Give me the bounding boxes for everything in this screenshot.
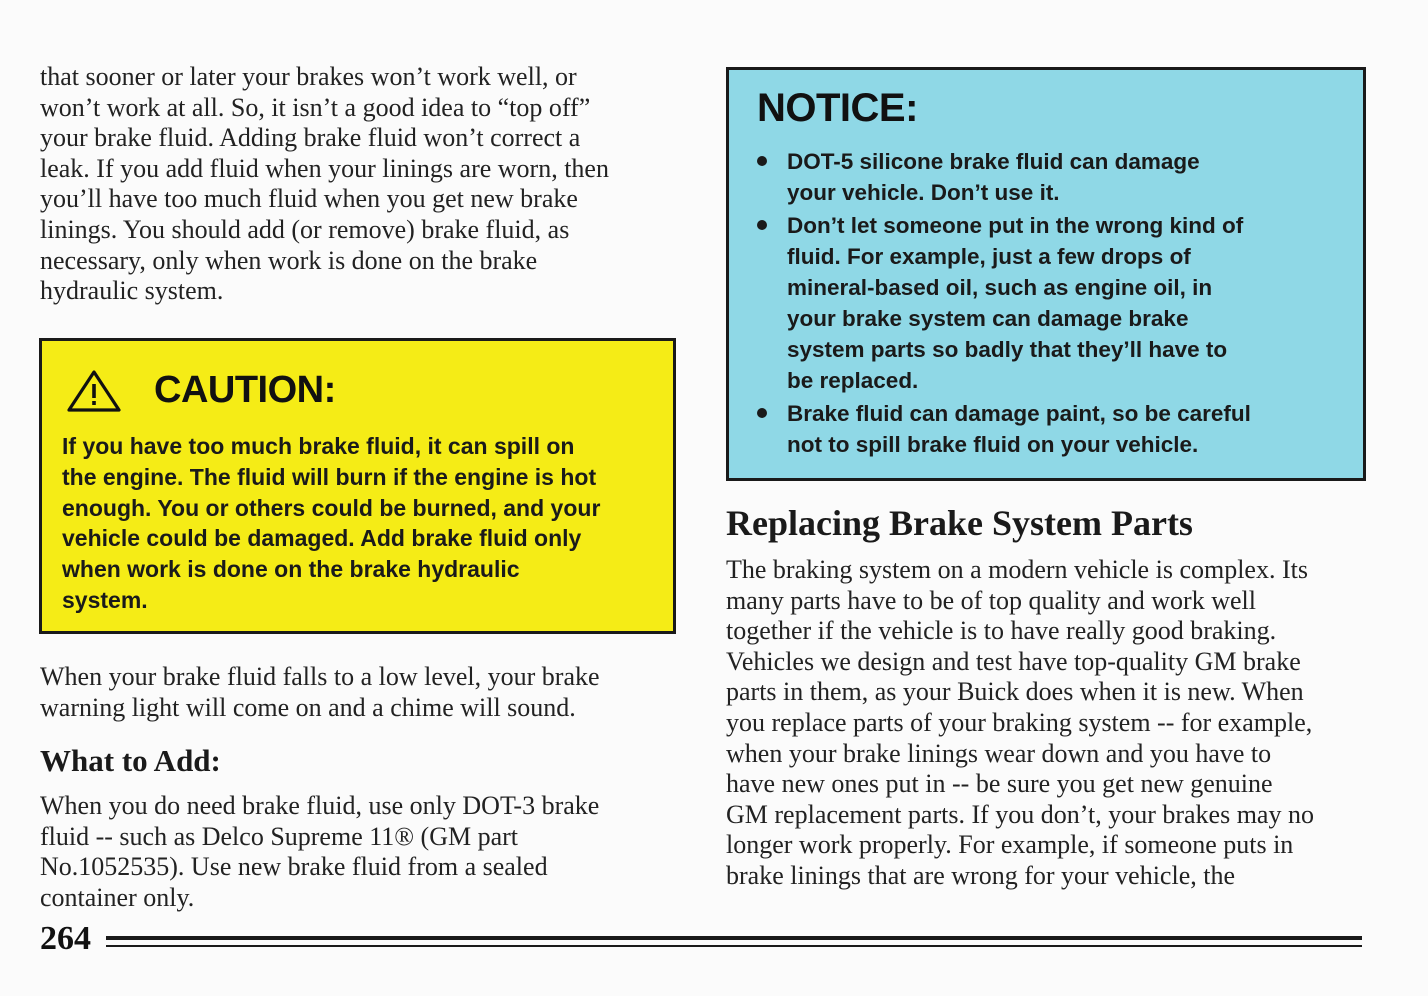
text-line: When your brake fluid falls to a low level, your brake [40, 662, 600, 691]
text-line: mineral-based oil, such as engine oil, in [787, 275, 1213, 300]
text-line: you replace parts of your braking system -- for example, [726, 707, 1313, 737]
text-line: Don’t let someone put in the wrong kind of [787, 213, 1244, 238]
text-line: that sooner or later your brakes won’t work well, or [40, 62, 577, 91]
text-line: your brake fluid. Adding brake fluid won’t correct a [40, 123, 581, 153]
bullet-icon [757, 408, 767, 418]
text-line: warning light will come on and a chime will sound. [40, 692, 576, 722]
text-line: system parts so badly that they’ll have to [787, 337, 1228, 362]
text-line: If you have too much brake fluid, it can spill on [62, 433, 575, 459]
text-line: parts in them, as your Buick does when it is new. When [726, 677, 1304, 707]
low-level-paragraph [40, 662, 680, 723]
text-line: When you do need brake fluid, use only DOT-3 brake [40, 791, 600, 820]
caution-title: CAUTION: [154, 369, 336, 411]
notice-title: NOTICE: [757, 86, 918, 130]
text-line: system. [62, 586, 148, 613]
bullet-icon [757, 220, 767, 230]
text-line: not to spill brake fluid on your vehicle. [787, 432, 1199, 457]
text-line: be replaced. [787, 368, 919, 393]
text-line: your brake system can damage brake [787, 306, 1189, 331]
intro-paragraph [40, 62, 680, 307]
text-line: when your brake linings wear down and you have to [726, 738, 1272, 768]
text-line: hydraulic system. [40, 276, 224, 306]
text-line: won’t work at all. So, it isn’t a good idea to “top off” [40, 92, 591, 122]
text-line: DOT-5 silicone brake fluid can damage [787, 149, 1200, 174]
what-to-add-heading: What to Add: [40, 743, 221, 778]
text-line: you’ll have too much fluid when you get new brake [40, 184, 578, 214]
footer-rule [106, 936, 1362, 940]
caution-text [62, 431, 662, 616]
text-line: necessary, only when work is done on the brake [40, 245, 538, 275]
notice-list [749, 146, 1349, 462]
page-number: 264 [40, 920, 91, 957]
text-line: fluid -- such as Delco Supreme 11® (GM part [40, 821, 519, 851]
warning-triangle-icon [66, 369, 122, 413]
text-line: your vehicle. Don’t use it. [787, 180, 1060, 205]
notice-item [749, 146, 1349, 208]
text-line: No.1052535). Use new brake fluid from a sealed [40, 852, 548, 882]
text-line: longer work properly. For example, if someone puts in [726, 830, 1294, 860]
notice-box [726, 67, 1366, 481]
text-line: brake linings that are wrong for your vehicle, the [726, 860, 1235, 890]
text-line: when work is done on the brake hydraulic [62, 556, 520, 583]
text-line: The braking system on a modern vehicle is complex. Its [726, 555, 1308, 584]
text-line: linings. You should add (or remove) brake fluid, as [40, 214, 570, 244]
text-line: Vehicles we design and test have top-quality GM brake [726, 646, 1301, 676]
notice-item [749, 210, 1349, 396]
text-line: the engine. The fluid will burn if the engine is hot [62, 463, 597, 490]
text-line: many parts have to be of top quality and work well [726, 585, 1256, 615]
replacing-heading: Replacing Brake System Parts [726, 503, 1193, 543]
replacing-paragraph [726, 555, 1376, 892]
text-line: container only. [40, 882, 195, 912]
text-line: fluid. For example, just a few drops of [787, 244, 1191, 269]
footer-rule [106, 945, 1362, 947]
text-line: together if the vehicle is to have really good braking. [726, 616, 1277, 646]
bullet-icon [757, 156, 767, 166]
what-to-add-paragraph [40, 791, 680, 913]
text-line: GM replacement parts. If you don’t, your brakes may no [726, 799, 1314, 829]
text-line: Brake fluid can damage paint, so be careful [787, 401, 1251, 426]
text-line: leak. If you add fluid when your linings are worn, then [40, 153, 609, 183]
text-line: enough. You or others could be burned, and your [62, 494, 601, 521]
caution-box [39, 338, 676, 634]
text-line: have new ones put in -- be sure you get new genuine [726, 769, 1273, 799]
text-line: vehicle could be damaged. Add brake fluid only [62, 525, 582, 552]
notice-item [749, 398, 1349, 460]
